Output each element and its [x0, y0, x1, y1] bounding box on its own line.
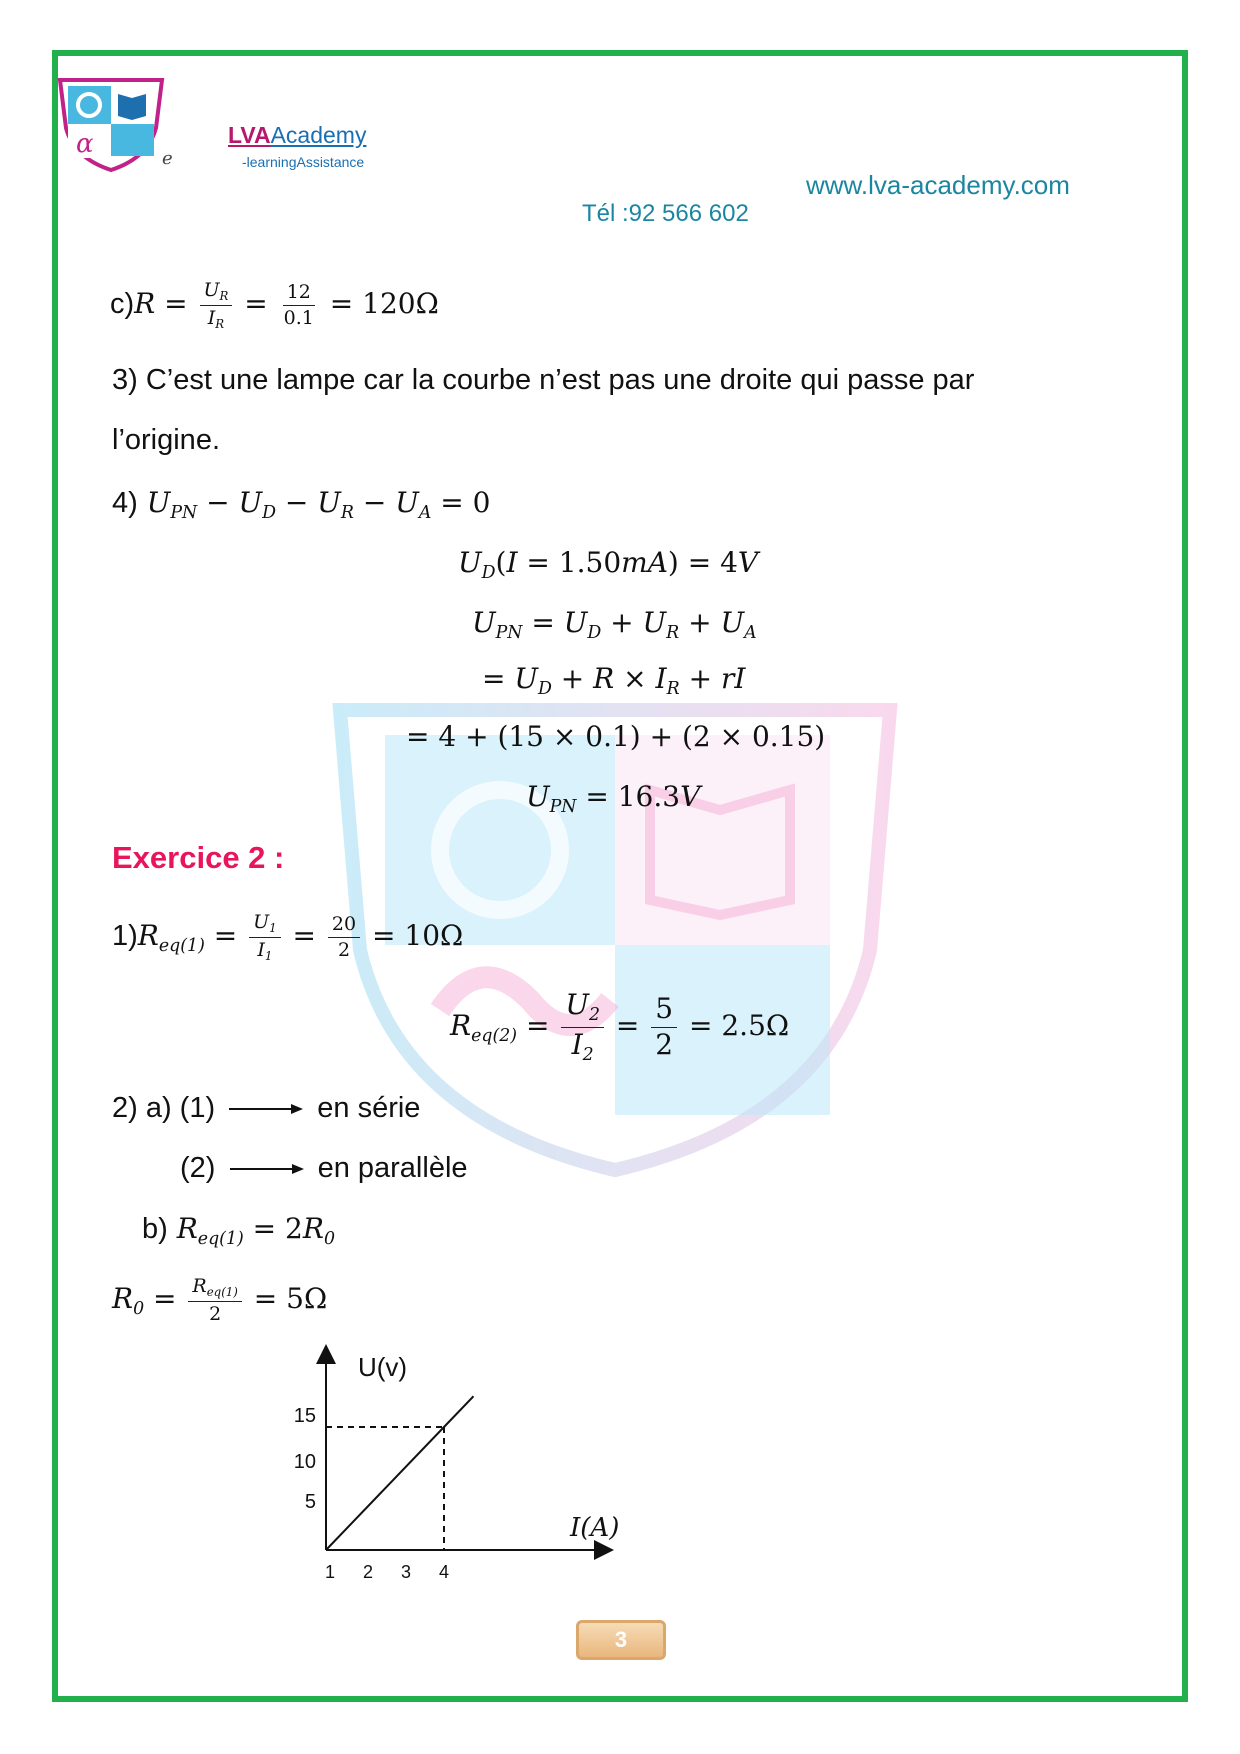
eq-ud: $U_D(I = 1.50mA) = 4V$ — [458, 546, 759, 584]
right-arrow-icon — [230, 1163, 304, 1175]
right-arrow-icon — [229, 1103, 303, 1115]
req1-result: = 10Ω — [372, 919, 464, 953]
page-number: 3 — [576, 1620, 666, 1660]
y-tick-label: 10 — [293, 1451, 316, 1473]
x-tick-label: 1 — [324, 1562, 336, 1582]
y-tick-label: 5 — [304, 1491, 316, 1513]
c-label: c) — [110, 288, 135, 321]
y-axis-label: U(v) — [358, 1352, 408, 1382]
q2a2-label: (2) — [180, 1152, 216, 1184]
eq-line4: = 4 + (15 × 0.1) + (2 × 0.15) — [406, 720, 826, 753]
website-link[interactable]: www.lva-academy.com — [806, 170, 1070, 200]
q2a-serie — [112, 1092, 420, 1125]
req2-result: = 2.5Ω — [689, 1009, 790, 1043]
phone-number: Tél :92 566 602 — [582, 200, 749, 227]
q3-line2: l’origine. — [112, 424, 220, 456]
x-tick-label: 2 — [362, 1562, 374, 1582]
serie-text: en série — [317, 1092, 421, 1124]
parallele-text: en parallèle — [317, 1152, 468, 1184]
q3-line1: 3) C’est une lampe car la courbe n’est pas une droite qui passe par — [112, 364, 975, 396]
eq-req2: $R_{eq(2)}$ = $\frac{U_2}{I_2}$ = $\frac{5}{2}$ = 2.5Ω — [450, 988, 790, 1066]
eq-req1: $1)R_{eq(1)}$ = $\frac{U_1}{I_1}$ = $\frac{20}{2}$ = 10Ω — [112, 911, 464, 964]
eq-b-req1: b) $R_{eq(1)} = 2R_0$ — [142, 1212, 335, 1250]
x-axis-label: I(A) — [570, 1513, 620, 1543]
q2a-parallele — [180, 1152, 468, 1185]
y-tick-label: 15 — [293, 1405, 316, 1427]
eq-line3: = $U_D + R \times I_R$ + rI — [482, 662, 746, 700]
x-tick-label: 3 — [400, 1562, 412, 1582]
brand-name[interactable] — [228, 122, 366, 149]
eq-upn-result: $U_{PN} = 16.3V$ — [526, 780, 701, 818]
exercise2-title: Exercice 2 : — [112, 840, 285, 875]
q2a-label: 2) a) (1) — [112, 1092, 216, 1124]
brand-academy: Academy — [270, 122, 367, 148]
req1-label: 1) — [112, 920, 138, 953]
svg-text:α: α — [76, 129, 94, 159]
u-i-chart — [280, 1340, 680, 1590]
eq-upn-sum: $U_{PN} = U_D + U_R + U_A$ — [472, 606, 757, 644]
brand-tagline: -learningAssistance — [242, 154, 365, 170]
r0-result: = 5Ω — [253, 1281, 328, 1315]
b-label: b) — [142, 1213, 168, 1245]
brand-lva: LVA — [228, 122, 271, 148]
q4-label: 4) — [112, 487, 138, 519]
eq-q4-kirchhoff: 4) $U_{PN} - U_D - U_R - U_A = 0$ — [112, 486, 491, 524]
series-line-0 — [326, 1396, 474, 1550]
lva-logo — [56, 76, 166, 174]
eq-r0: $R_0$ = $\frac{R_{eq(1)}}{2}$ = 5Ω — [112, 1275, 328, 1326]
logo-letter: e — [162, 148, 173, 169]
eq-c-resistance: c)R = $\frac{U_R}{I_R}$ = $\frac{12}{0.1}$ = 120Ω — [110, 279, 439, 332]
x-tick-label: 4 — [438, 1562, 450, 1582]
c-result: = 120Ω — [329, 287, 439, 321]
